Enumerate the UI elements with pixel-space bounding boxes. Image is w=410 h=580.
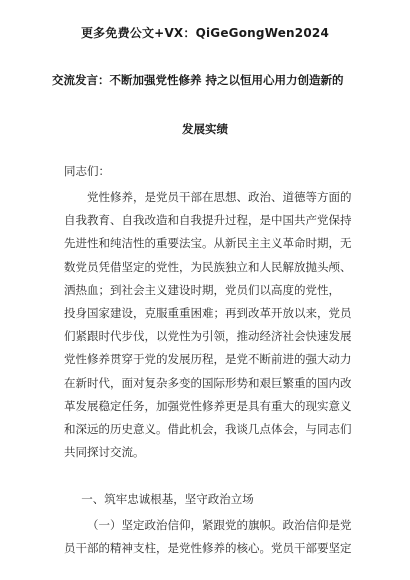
salutation: 同志们： xyxy=(64,164,110,178)
paragraph-1-line: 和深远的历史意义。借此机会，我谈几点体会，与同志们 xyxy=(64,422,352,437)
paragraph-1-line: 在新时代，面对复杂多变的国际形势和艰巨繁重的国内改 xyxy=(64,375,352,390)
section-heading-1: 一、筑牢忠诚根基，坚守政治立场 xyxy=(81,492,254,506)
paragraph-1-line: 党性修养贯穿于党的发展历程，是党不断前进的强大动力 xyxy=(64,352,352,367)
paragraph-1-line: 洒热血；到社会主义建设时期，党员们以高度的党性， xyxy=(64,282,340,297)
document-title-line-1: 交流发言：不断加强党性修养 持之以恒用心用力创造新的 xyxy=(52,73,344,87)
document-title-line-2: 发展实绩 xyxy=(182,122,228,136)
paragraph-1-line: 们紧跟时代步伐，以党性为引领，推动经济社会快速发展 xyxy=(64,329,352,344)
paragraph-1-line: 先进性和纯洁性的重要法宝。从新民主主义革命时期，无 xyxy=(64,236,352,251)
paragraph-1-line: 革发展稳定任务，加强党性修养更是具有重大的现实意义 xyxy=(64,398,352,413)
paragraph-1-line: 数党员凭借坚定的党性，为民族独立和人民解放抛头颅、 xyxy=(64,259,352,274)
paragraph-2-line: 员干部的精神支柱，是党性修养的核心。党员干部要坚定 xyxy=(64,541,352,556)
paragraph-2 xyxy=(64,514,360,560)
paragraph-1-line: 投身国家建设，克服重重困难；再到改革开放以来，党员 xyxy=(64,306,352,321)
paragraph-2-line: （一）坚定政治信仰，紧跟党的旗帜。政治信仰是党 xyxy=(87,518,352,532)
paragraph-1-line: 自我教育、自我改造和自我提升过程，是中国共产党保持 xyxy=(64,213,352,228)
paragraph-1-line: 共同探讨交流。 xyxy=(64,445,145,460)
paragraph-1-line: 党性修养，是党员干部在思想、政治、道德等方面的 xyxy=(87,190,352,204)
header-watermark-text: 更多免费公文+VX：QiGeGongWen2024 xyxy=(80,26,329,40)
paragraph-1 xyxy=(64,186,360,464)
